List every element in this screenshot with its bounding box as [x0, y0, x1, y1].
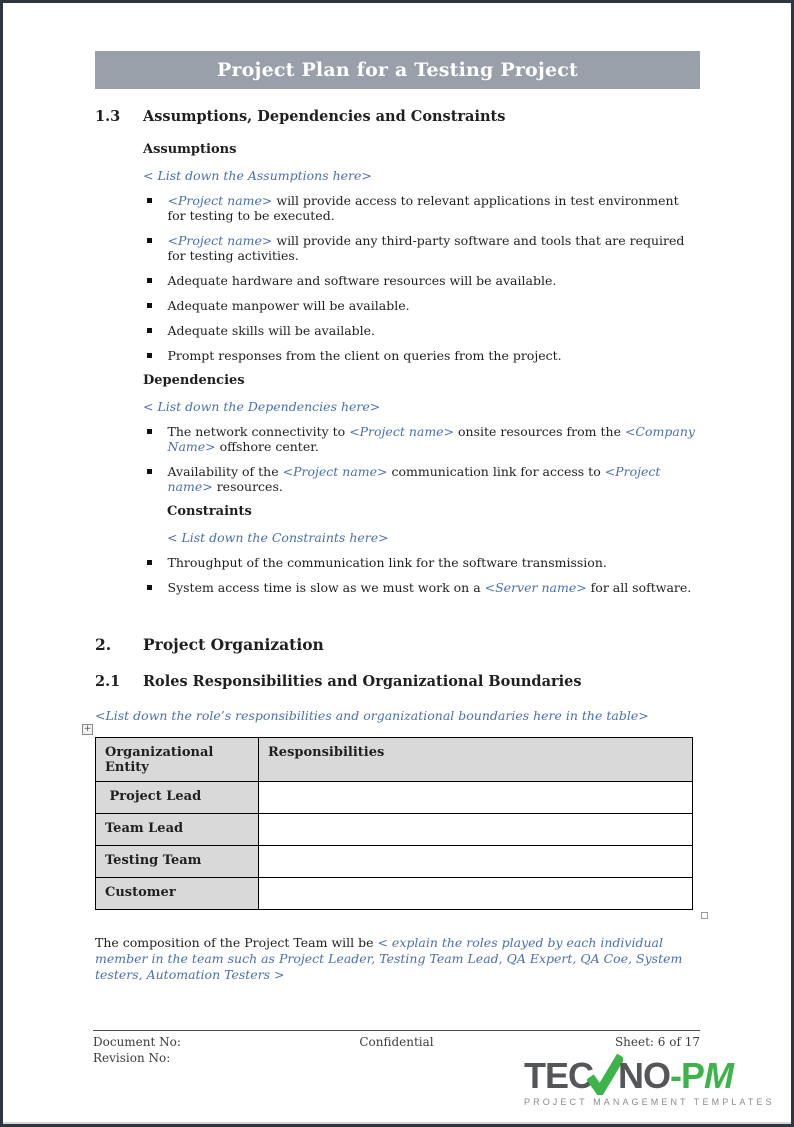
heading-2: [95, 635, 700, 654]
heading-text: Roles Responsibilities and Organizational Boundaries: [143, 673, 582, 690]
table-row: [96, 846, 693, 878]
assumptions-list: [145, 193, 700, 363]
bullet-text: [168, 193, 701, 223]
placeholder-text: <Project name>: [167, 233, 273, 248]
constraints-list: [145, 555, 700, 595]
document-no-label: Document No:: [93, 1035, 181, 1049]
bullet-item: [145, 323, 700, 338]
org-entity-cell: Testing Team: [96, 846, 259, 878]
placeholder-text: <Project name>: [167, 193, 273, 208]
responsibility-cell[interactable]: [259, 878, 693, 910]
dependencies-heading: Dependencies: [143, 373, 245, 388]
bullet-square-icon: [147, 469, 152, 474]
heading-text: Project Organization: [143, 635, 324, 654]
text-run: communication link for access to: [387, 464, 605, 479]
bullet-text: [168, 464, 701, 494]
bullet-square-icon: [147, 198, 152, 203]
dependencies-list: [145, 424, 700, 494]
heading-number: 1.3: [95, 108, 121, 125]
text-run: will provide any third-party software and tools that are required for testing activities.: [167, 233, 685, 263]
bullet-square-icon: [147, 328, 152, 333]
bullet-text: [168, 298, 410, 313]
constraints-heading: Constraints: [167, 504, 252, 519]
text-run: resources.: [212, 479, 283, 494]
logo-text-m: M: [704, 1055, 733, 1096]
bullet-text: [168, 348, 562, 363]
text-run: Adequate skills will be available.: [167, 323, 376, 338]
column-header-responsibilities: Responsibilities: [259, 738, 693, 782]
bullet-item: [145, 464, 700, 494]
roles-table-wrap: [83, 724, 700, 910]
text-run: onsite resources from the: [454, 424, 625, 439]
title-banner: [95, 51, 700, 89]
bullet-item: [145, 193, 700, 223]
logo-tagline: PROJECT MANAGEMENT TEMPLATES: [524, 1097, 775, 1107]
heading-2-1: [95, 673, 700, 690]
constraints-placeholder: < List down the Constraints here>: [167, 530, 389, 545]
text-run: Adequate manpower will be available.: [167, 298, 410, 313]
assumptions-heading: Assumptions: [143, 142, 237, 157]
table-body: [96, 782, 693, 910]
roles-table: [95, 737, 693, 910]
placeholder-text: <Project name>: [282, 464, 388, 479]
table-resize-handle-icon[interactable]: [701, 912, 708, 919]
text-run: Adequate hardware and software resources will be available.: [167, 273, 557, 288]
techno-pm-logo: [524, 1051, 784, 1107]
logo-wordmark: [524, 1051, 784, 1096]
placeholder-text: <Server name>: [484, 580, 587, 595]
bullet-square-icon: [147, 238, 152, 243]
table-move-handle-icon[interactable]: +: [83, 724, 92, 734]
revision-no-label: Revision No:: [93, 1051, 171, 1065]
bullet-item: [145, 348, 700, 363]
assumptions-placeholder: < List down the Assumptions here>: [143, 168, 372, 183]
org-entity-cell: Customer: [96, 878, 259, 910]
org-entity-cell: Project Lead: [96, 782, 259, 814]
bullet-square-icon: [147, 560, 152, 565]
bullet-square-icon: [147, 353, 152, 358]
table-row: [96, 878, 693, 910]
bullet-square-icon: [147, 585, 152, 590]
text-run: Availability of the: [167, 464, 283, 479]
placeholder-text: <Project name>: [349, 424, 455, 439]
dependencies-placeholder: < List down the Dependencies here>: [143, 399, 381, 414]
bullet-item: [145, 424, 700, 454]
heading-1-3: [95, 108, 700, 125]
logo-text-no: NO: [618, 1055, 670, 1096]
text-run: Prompt responses from the client on queries from the project.: [167, 348, 562, 363]
column-header-organizational-entity: Organizational Entity: [96, 738, 259, 782]
responsibility-cell[interactable]: [259, 846, 693, 878]
bullet-item: [145, 555, 700, 570]
confidential-label: Confidential: [359, 1035, 434, 1049]
text-run: The network connectivity to: [167, 424, 350, 439]
bullet-text: [168, 233, 701, 263]
logo-text-tec: TEC: [524, 1055, 593, 1096]
bullet-item: [145, 298, 700, 313]
sheet-number-label: Sheet: 6 of 17: [614, 1035, 700, 1049]
bullet-square-icon: [147, 303, 152, 308]
responsibility-cell[interactable]: [259, 782, 693, 814]
bullet-text: [168, 555, 607, 570]
bullet-item: [145, 580, 700, 595]
heading-number: 2.1: [95, 673, 121, 690]
bullet-text: [168, 323, 376, 338]
table-row: [96, 814, 693, 846]
text-run: offshore center.: [215, 439, 319, 454]
bullet-text: [168, 424, 701, 454]
page-title: Project Plan for a Testing Project: [216, 59, 579, 81]
text-run: Throughput of the communication link for the software transmission.: [167, 555, 607, 570]
responsibility-cell[interactable]: [259, 814, 693, 846]
org-entity-cell: Team Lead: [96, 814, 259, 846]
text-run: System access time is slow as we must work on a: [167, 580, 485, 595]
heading-number: 2.: [95, 635, 112, 654]
bullet-text: [168, 580, 692, 595]
text-run: will provide access to relevant applications in test environment for testing to be executed.: [167, 193, 679, 223]
bullet-item: [145, 273, 700, 288]
composition-paragraph: [95, 935, 700, 983]
text-run: for all software.: [586, 580, 692, 595]
table-row: [96, 782, 693, 814]
bullet-square-icon: [147, 278, 152, 283]
logo-text-dash-p: -P: [670, 1055, 704, 1096]
bullet-text: [168, 273, 557, 288]
text-run: The composition of the Project Team will be: [95, 935, 378, 950]
placeholder-text: <Project name>: [167, 464, 661, 494]
bullet-square-icon: [147, 429, 152, 434]
heading-text: Assumptions, Dependencies and Constraints: [143, 108, 506, 125]
bullet-item: [145, 233, 700, 263]
roles-table-note: <List down the role’s responsibilities and organizational boundaries here in the table>: [95, 708, 649, 723]
placeholder-text: <Company Name>: [167, 424, 695, 454]
placeholder-text: < explain the roles played by each individual member in the team such as Project Leader, Testing Team Lead, QA Expert, QA Coe, System testers, Automation Testers >: [95, 935, 683, 982]
table-header-row: [96, 738, 693, 782]
footer-left: [93, 1034, 295, 1066]
